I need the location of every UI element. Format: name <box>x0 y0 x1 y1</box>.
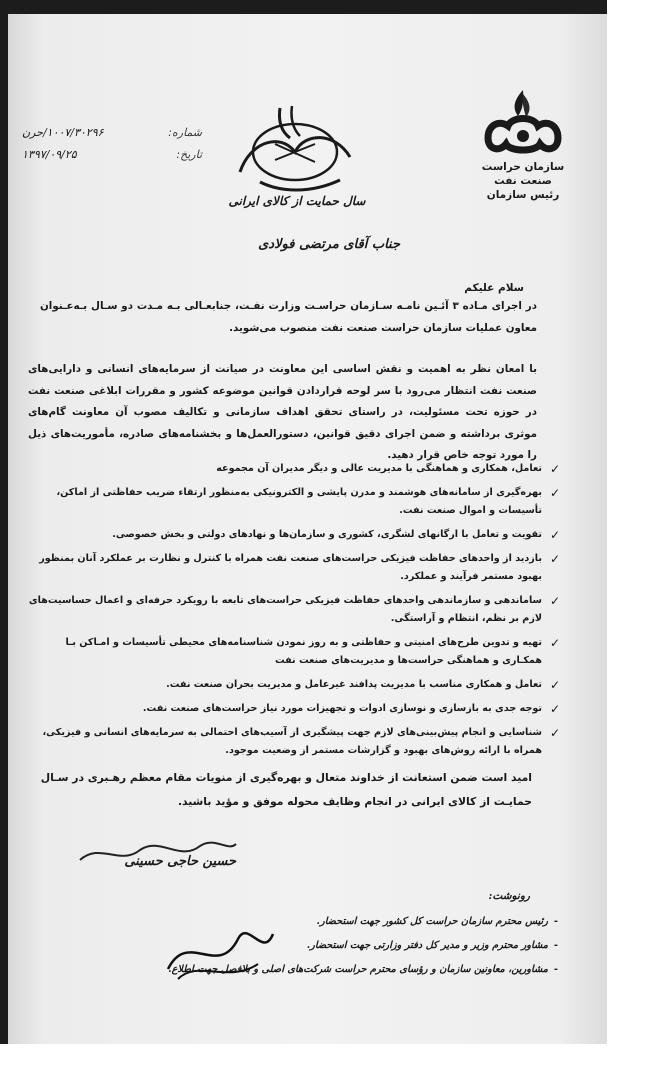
photo-margin-right <box>607 0 648 1080</box>
org-line-3: رئیس سازمان <box>486 189 560 201</box>
list-item: ✓ تهیه و تدوین طرح‌های امنیتی و حفاظتی و به روز نمودن شناسنامه‌های محیطی تأسیسات و امـاکن بـا همکـاری و هماهنگی حراست‌ها و مدیریت‌های صنعت نفت <box>65 636 560 666</box>
date-value: ۱۳۹۷/۰۹/۲۵ <box>22 148 77 161</box>
cc-list <box>48 910 558 982</box>
letter-paper <box>8 14 607 1044</box>
number-label: شماره: <box>168 126 202 139</box>
list-item: ✓ تقویت و تعامل با ارگانهای لشگری، کشوری و سازمان‌ها و نهادهای دولتی و بخش خصوصی. <box>112 528 560 542</box>
greeting: سلام علیکم <box>464 282 524 294</box>
check-icon: ✓ <box>549 528 560 542</box>
check-icon: ✓ <box>549 636 560 650</box>
date-label: تاریخ: <box>176 148 202 161</box>
organization-block <box>458 160 588 202</box>
number-value: ۱۰۰۷/۳۰۲۹۶/حرن <box>22 126 104 139</box>
check-icon: ✓ <box>549 486 560 500</box>
number-row <box>22 122 202 144</box>
photo-margin-bottom <box>0 1044 607 1080</box>
check-icon: ✓ <box>549 678 560 692</box>
check-icon: ✓ <box>549 726 560 740</box>
paragraph-1: در اجرای مـاده ۳ آئـین نامـه سـازمان حراسـت وزارت نفـت، جنابعـالی بـه مـدت دو سـال بـه‌عـنوان معاون عملیات سازمان حراست صنعت نفت منصوب می‌شوید. <box>40 300 537 334</box>
list-item: ✓ ساماندهی و سازماندهی واحدهای حفاظت فیزیکی حراست‌های تابعه با رویکرد حرفه‌ای و اعمال حساسیت‌های لازم بر نظم، انتظام و آراستگی. <box>28 594 560 624</box>
org-line-1: سازمان حراست <box>481 161 565 173</box>
list-item: ✓ تعامل، همکاری و هماهنگی با مدیریت عالی و دیگر مدیران آن مجموعه <box>216 462 560 476</box>
cc-item: - مشاور محترم وزیر و مدیر کل دفتر وزارتی جهت استحضار. <box>48 934 558 958</box>
list-item: ✓ تعامل و همکاری مناسب با مدیریت پدافند غیرعامل و مدیریت بحران صنعت نفت. <box>166 678 560 692</box>
check-icon: ✓ <box>549 552 560 566</box>
addressee: جناب آقای مرتضی فولادی <box>258 237 400 252</box>
photo-border-left <box>0 0 8 1080</box>
check-icon: ✓ <box>549 462 560 476</box>
date-row <box>22 144 202 166</box>
list-item: ✓ بازدید از واحدهای حفاظت فیزیکی حراست‌های صنعت نفت همراه با کنترل و نظارت بر عملکرد آنان بمنظور بهبود مستمر فرآیند و عملکرد. <box>39 552 560 582</box>
closing-paragraph: امید است ضمن استعانت از خداوند متعال و بهره‌گیری از منویات مقام معظم رهـبری در سـال حمایـت از کالای ایرانی در انجام وظایف محوله موفق و مؤید باشید. <box>40 771 532 808</box>
check-icon: ✓ <box>549 702 560 716</box>
year-motto: سال حمایت از کالای ایرانی <box>228 194 366 208</box>
paragraph-2: با امعان نظر به اهمیت و نقش اساسی این معاونت در صیانت از سرمایه‌های انسانی و دارایی‌های صنعت نفت انتظار می‌رود با سر لوحه قراردادن قوانین موضوعه کشور و مقررات ابلاغی صنعت نفت در حوزه تحت مسئولیت، در راستای تحقق اهداف سازمانی و تکالیف مصوب آن معاونت گام‌های موثری برداشته و ضمن اجرای دقیق قوانین، دستورالعمل‌ها و بخشنامه‌های صادره، مأموریت‌های ذیل را مورد توجه خاص قرار دهید. <box>28 363 537 461</box>
cc-item: - مشاورین، معاونین سازمان و رؤسای محترم حراست شرکت‌های اصلی و بلافصل جهت اطلاع. <box>48 958 558 982</box>
list-item: ✓ بهره‌گیری از سامانه‌های هوشمند و مدرن پایشی و الکترونیکی به‌منظور ارتقاء ضریب حفاظتی از اماکن، تأسیسات و اموال صنعت نفت. <box>56 486 560 516</box>
oil-industry-emblem-icon <box>478 86 568 158</box>
list-item: ✓ شناسایی و انجام پیش‌بینی‌های لازم جهت پیشگیری از آسیب‌های احتمالی به سرمایه‌های انسانی و فیزیکی، همراه با ارائه روش‌های بهبود و گزارشات مستمر از وضعیت موجود. <box>42 726 560 756</box>
photo-border-top <box>0 0 607 14</box>
org-line-2: صنعت نفت <box>494 175 552 187</box>
check-icon: ✓ <box>549 594 560 608</box>
list-item: ✓ توجه جدی به بازسازی و نوسازی ادوات و تجهیزات مورد نیاز حراست‌های صنعت نفت. <box>142 702 560 716</box>
mission-list <box>26 460 560 766</box>
letter-meta <box>22 122 202 166</box>
signatory-name: حسین حاجی حسینی <box>124 854 236 869</box>
stamp-scribble-icon <box>158 909 278 989</box>
cc-item: - رئیس محترم سازمان حراست کل کشور جهت استحضار. <box>48 910 558 934</box>
cc-title: رونوشت: <box>488 890 530 902</box>
